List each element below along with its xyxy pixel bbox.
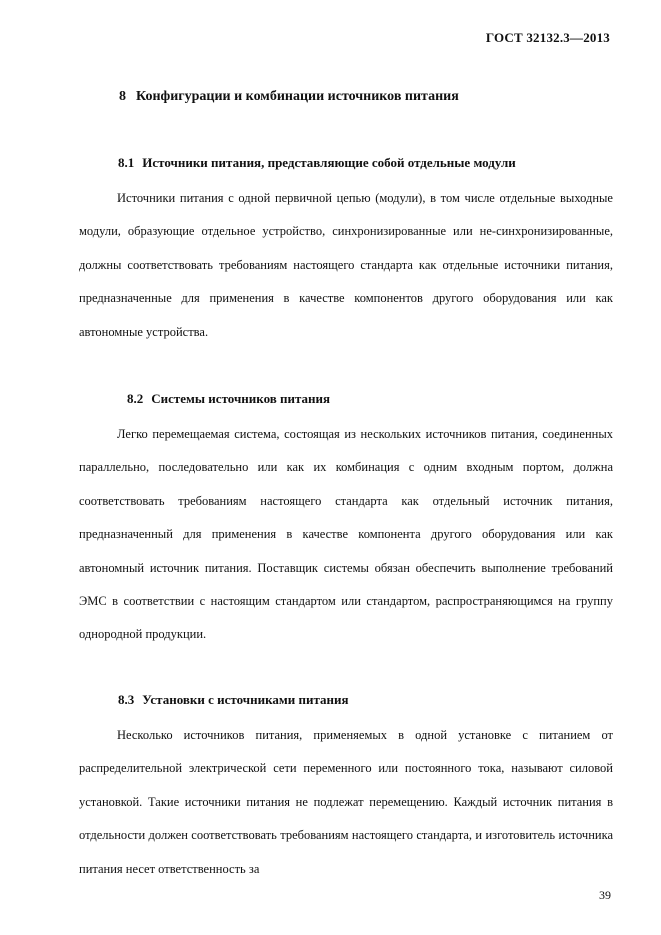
section-8-number: 8: [119, 89, 126, 104]
section-8-3-title: Установки с источниками питания: [142, 692, 349, 707]
section-8-3-paragraph: Несколько источников питания, применяемых в одной установке с питанием от распределительной электрической сети переменного или постоянного тока, называют силовой установкой. Такие источники питания не подлежат перемещению. Каждый источник питания в отдельности должен соответствовать требованиям настоящего стандарта, и изготовитель источника питания несет ответственность за: [79, 728, 613, 876]
section-8-2-heading: [127, 391, 330, 407]
section-8-title: Конфигурации и комбинации источников питания: [136, 89, 459, 104]
section-8-2-number: 8.2: [127, 391, 144, 406]
section-8-1-paragraph: Источники питания с одной первичной цепью (модули), в том числе отдельные выходные модули, образующие отдельное устройство, синхронизированные или не-синхронизированные, должны соответствовать требованиям настоящего стандарта как отдельные источники питания, предназначенные для применения в качестве компонентов другого оборудования или как автономные устройства.: [79, 191, 613, 339]
document-code: ГОСТ 32132.3—2013: [485, 30, 610, 45]
section-8-3-number: 8.3: [118, 692, 135, 707]
section-8-1-heading: [118, 155, 516, 171]
section-8-2-paragraph: Легко перемещаемая система, состоящая из нескольких источников питания, соединенных параллельно, последовательно или как их комбинация с одним входным портом, должна соответствовать требованиям настоящего стандарта как отдельный источник питания, предназначенный для применения в качестве компонента другого оборудования или как автономный источник питания. Поставщик системы обязан обеспечить выполнение требований ЭМС в соответствии с настоящим стандартом или стандартом, распространяющимся на группу однородной продукции.: [79, 427, 613, 642]
section-8-2-title: Системы источников питания: [151, 391, 331, 406]
section-8-1-title: Источники питания, представляющие собой отдельные модули: [142, 155, 516, 170]
section-8-heading: [119, 89, 459, 105]
page-number: 39: [599, 888, 611, 902]
section-8-1-number: 8.1: [118, 155, 135, 170]
section-8-3-heading: [118, 692, 349, 708]
